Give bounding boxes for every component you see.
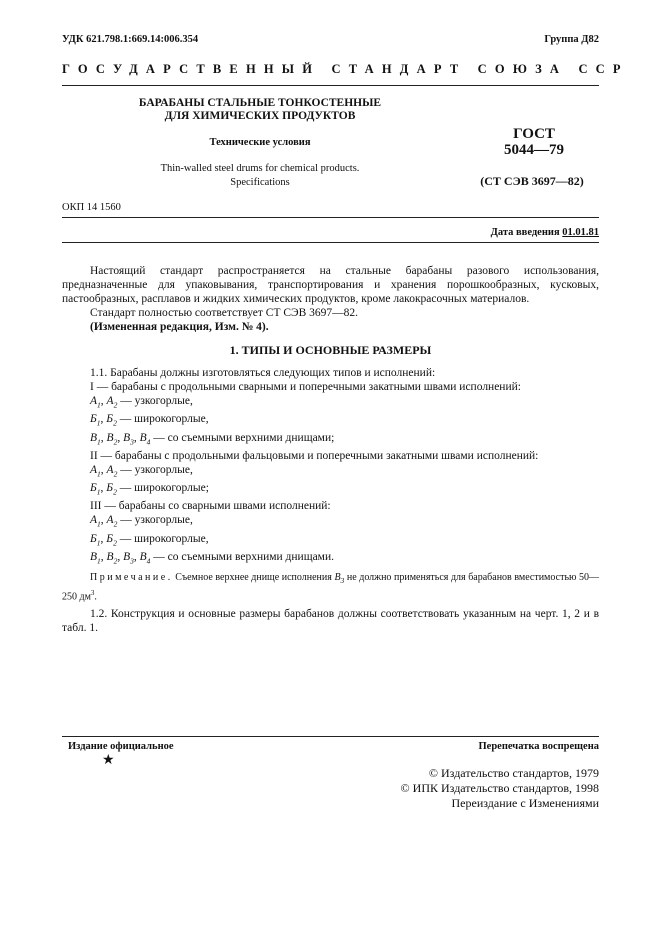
okp-code: ОКП 14 1560 [62, 202, 121, 213]
clause-1-2: 1.2. Конструкция и основные размеры барабанов должны соответствовать указанным на черт. 1, 2 и в табл. 1. [62, 607, 599, 634]
copyright-1: © Издательство стандартов, 1979 [428, 766, 599, 780]
official-edition: Издание официальное [68, 741, 174, 752]
variant-line: $В_1$, $В_2$, $В_3$, $В_4$ — со съемными верхними днищами; [90, 431, 335, 446]
note: Примечание. Съемное верхнее днище исполнения $В_3$ не должно применяться для барабанов вместимостью 50—250 $дм^3$. [62, 572, 600, 603]
variant-line: $А_1$, $А_2$ — узкогорлые, [90, 395, 193, 410]
udk-code: УДК 621.798.1:669.14:006.354 [62, 34, 199, 45]
document-title [120, 97, 400, 123]
variant-line: $Б_1$, $Б_2$ — широкогорлые, [90, 532, 209, 548]
gost-label: ГОСТ [513, 126, 555, 142]
reprint-prohibited: Перепечатка воспрещена [478, 741, 599, 752]
type-1: I — барабаны с продольными сварными и поперечными закатными швами исполнений: [90, 381, 521, 393]
okp-rule [62, 217, 599, 218]
clause-1-1: 1.1. Барабаны должны изготовляться следующих типов и исполнений: [90, 367, 436, 379]
copyright-2: © ИПК Издательство стандартов, 1998 [400, 781, 599, 795]
title-line-2: ДЛЯ ХИМИЧЕСКИХ ПРОДУКТОВ [164, 110, 356, 122]
variant-line: $А_1$, $А_2$ — узкогорлые, [90, 463, 193, 479]
intro-date-label: Дата введения [490, 227, 560, 238]
group-code: Группа Д82 [544, 34, 599, 45]
english-title-line-1: Thin-walled steel drums for chemical products. [160, 163, 360, 174]
gost-code: 5044—79 [504, 142, 564, 158]
reissue-note: Переиздание с Изменениями [451, 796, 599, 810]
intro-date [491, 227, 599, 238]
st-sev-reference: (СТ СЭВ 3697—82) [480, 174, 584, 188]
footer-rule [62, 736, 599, 737]
intro-date-value: 01.01.81 [562, 227, 599, 238]
type-3: III — барабаны со сварными швами исполнений: [90, 500, 331, 513]
intro-amendment: (Измененная редакция, Изм. № 4). [90, 321, 269, 333]
intro-paragraph-2: Стандарт полностью соответствует СТ СЭВ 3697—82. [90, 307, 359, 319]
gost-number [478, 126, 590, 158]
section-1-body [62, 366, 599, 635]
english-title [120, 162, 400, 190]
section-1-title: 1. ТИПЫ И ОСНОВНЫЕ РАЗМЕРЫ [229, 343, 432, 357]
copyright-block [401, 766, 599, 811]
document-subtitle: Технические условия [209, 137, 311, 148]
variant-line: $Б_1$, $Б_2$ — широкогорлые, [90, 413, 209, 428]
variant-line: $А_1$, $А_2$ — узкогорлые, [90, 514, 193, 529]
intro-paragraph-1: Настоящий стандарт распространяется на стальные барабаны разового использования, предназначенные для упаковывания, транспортирования и хранения порошкообразных, кусковых, пастообразных, расплавов и жидких химических продуктов, кроме лакокрасочных материалов. [62, 265, 599, 305]
header-rule [62, 85, 599, 86]
english-title-line-2: Specifications [230, 177, 290, 188]
title-line-1: БАРАБАНЫ СТАЛЬНЫЕ ТОНКОСТЕННЫЕ [138, 97, 382, 109]
intro-section [62, 264, 599, 334]
state-standard-heading: ГОСУДАРСТВЕННЫЙ СТАНДАРТ СОЮЗА ССР [62, 62, 629, 76]
type-2: II — барабаны с продольными фальцовыми и поперечными закатными швами исполнений: [90, 449, 539, 462]
variant-line: $В_1$, $В_2$, $В_3$, $В_4$ — со съемными верхними днищами. [90, 551, 334, 566]
date-rule [62, 242, 599, 243]
variant-line: $Б_1$, $Б_2$ — широкогорлые; [90, 482, 209, 497]
star-icon: ★ [102, 753, 115, 768]
